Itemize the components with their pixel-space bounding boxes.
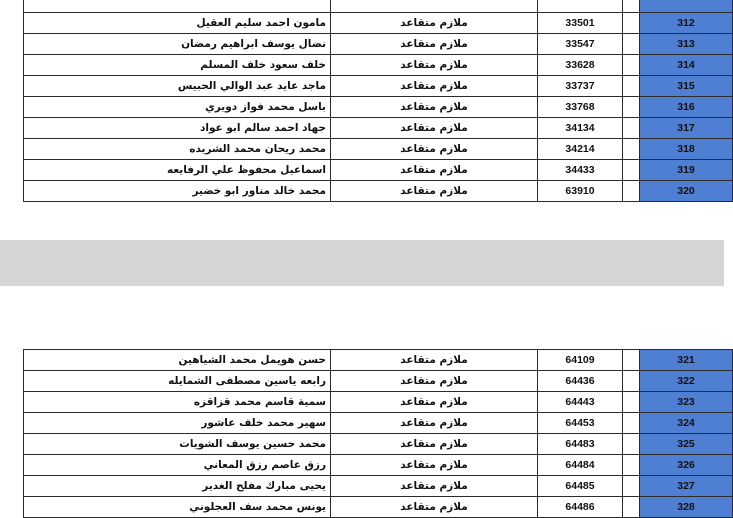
table-row: [24, 118, 733, 139]
column-spacer: [623, 434, 640, 455]
sequence-number-cell: 318: [640, 139, 733, 160]
sequence-number-cell: 321: [640, 350, 733, 371]
table-row: [24, 350, 733, 371]
table-row: [24, 160, 733, 181]
id-number-cell: 33501: [538, 13, 623, 34]
rank-cell: ملازم متقاعد: [331, 139, 538, 160]
roster-table: [23, 349, 733, 518]
column-spacer: [623, 350, 640, 371]
rank-cell: ملازم متقاعد: [331, 455, 538, 476]
table-row: [24, 476, 733, 497]
name-cell: محمد خالد مناور ابو خضير: [24, 181, 331, 202]
column-spacer: [623, 455, 640, 476]
column-spacer: [623, 97, 640, 118]
id-number-cell: 33547: [538, 34, 623, 55]
column-spacer: [623, 55, 640, 76]
name-cell: باسل محمد فواز دويري: [24, 97, 331, 118]
rank-cell: ملازم متقاعد: [331, 350, 538, 371]
document-page-bottom: [0, 286, 724, 513]
document-page-top: [0, 0, 724, 240]
id-number-cell: 64486: [538, 497, 623, 518]
sequence-number-cell: 317: [640, 118, 733, 139]
rank-cell: ملازم متقاعد: [331, 13, 538, 34]
table-row: [24, 434, 733, 455]
rank-cell: ملازم متقاعد: [331, 160, 538, 181]
sequence-number-cell: 323: [640, 392, 733, 413]
table-row: [24, 181, 733, 202]
sequence-number-cell: 327: [640, 476, 733, 497]
column-spacer: [623, 34, 640, 55]
column-spacer: [623, 497, 640, 518]
name-cell: خلف سعود خلف المسلم: [24, 55, 331, 76]
table-row: [24, 55, 733, 76]
name-cell: [24, 0, 331, 13]
table-row: [24, 97, 733, 118]
page-separator: [0, 240, 724, 286]
column-spacer: [623, 181, 640, 202]
name-cell: رابعه ياسين مصطفى الشمايله: [24, 371, 331, 392]
sequence-number-cell: 316: [640, 97, 733, 118]
column-spacer: [623, 118, 640, 139]
sequence-number-cell: 326: [640, 455, 733, 476]
table-row: [24, 455, 733, 476]
sequence-number-cell: 315: [640, 76, 733, 97]
name-cell: سهير محمد خلف عاشور: [24, 413, 331, 434]
sequence-number-cell: 328: [640, 497, 733, 518]
id-number-cell: 33737: [538, 76, 623, 97]
table-row: [24, 371, 733, 392]
name-cell: نضال يوسف ابراهيم رمضان: [24, 34, 331, 55]
name-cell: رزق عاصم رزق المعاني: [24, 455, 331, 476]
id-number-cell: 63910: [538, 181, 623, 202]
id-number-cell: 64485: [538, 476, 623, 497]
rank-cell: ملازم متقاعد: [331, 434, 538, 455]
id-number-cell: 64109: [538, 350, 623, 371]
table-row: [24, 0, 733, 13]
table-row: [24, 13, 733, 34]
rank-cell: ملازم متقاعد: [331, 371, 538, 392]
sequence-number-cell: 319: [640, 160, 733, 181]
name-cell: ماجد عايد عبد الوالي الحبيس: [24, 76, 331, 97]
name-cell: يحيى مبارك مفلح الغدير: [24, 476, 331, 497]
name-cell: جهاد احمد سالم ابو عواد: [24, 118, 331, 139]
table-row: [24, 497, 733, 518]
table-row: [24, 76, 733, 97]
name-cell: اسماعيل محفوظ علي الرفايعه: [24, 160, 331, 181]
id-number-cell: 64483: [538, 434, 623, 455]
table-row: [24, 413, 733, 434]
id-number-cell: [538, 0, 623, 13]
rank-cell: ملازم متقاعد: [331, 34, 538, 55]
column-spacer: [623, 139, 640, 160]
sequence-number-cell: 324: [640, 413, 733, 434]
column-spacer: [623, 13, 640, 34]
name-cell: مامون احمد سليم العقيل: [24, 13, 331, 34]
id-number-cell: 33768: [538, 97, 623, 118]
id-number-cell: 34134: [538, 118, 623, 139]
id-number-cell: 34214: [538, 139, 623, 160]
rank-cell: ملازم متقاعد: [331, 476, 538, 497]
rank-cell: ملازم متقاعد: [331, 413, 538, 434]
id-number-cell: 34433: [538, 160, 623, 181]
rank-cell: ملازم متقاعد: [331, 181, 538, 202]
id-number-cell: 64436: [538, 371, 623, 392]
column-spacer: [623, 0, 640, 13]
column-spacer: [623, 160, 640, 181]
column-spacer: [623, 76, 640, 97]
id-number-cell: 64443: [538, 392, 623, 413]
column-spacer: [623, 392, 640, 413]
name-cell: حسن هويمل محمد الشياهين: [24, 350, 331, 371]
name-cell: سمية قاسم محمد قزاقزه: [24, 392, 331, 413]
sequence-number-cell: 314: [640, 55, 733, 76]
name-cell: محمد حسين يوسف الشويات: [24, 434, 331, 455]
table-row: [24, 34, 733, 55]
column-spacer: [623, 413, 640, 434]
rank-cell: ملازم متقاعد: [331, 76, 538, 97]
rank-cell: ملازم متقاعد: [331, 55, 538, 76]
sequence-number-cell: 313: [640, 34, 733, 55]
sequence-number-cell: 325: [640, 434, 733, 455]
rank-cell: [331, 0, 538, 13]
table-row: [24, 139, 733, 160]
column-spacer: [623, 476, 640, 497]
id-number-cell: 33628: [538, 55, 623, 76]
name-cell: يونس محمد سف العجلوني: [24, 497, 331, 518]
sequence-number-cell: [640, 0, 733, 13]
id-number-cell: 64484: [538, 455, 623, 476]
id-number-cell: 64453: [538, 413, 623, 434]
rank-cell: ملازم متقاعد: [331, 497, 538, 518]
sequence-number-cell: 320: [640, 181, 733, 202]
sequence-number-cell: 322: [640, 371, 733, 392]
roster-table: [23, 0, 733, 202]
table-row: [24, 392, 733, 413]
column-spacer: [623, 371, 640, 392]
sequence-number-cell: 312: [640, 13, 733, 34]
rank-cell: ملازم متقاعد: [331, 118, 538, 139]
rank-cell: ملازم متقاعد: [331, 97, 538, 118]
name-cell: محمد ريحان محمد الشريده: [24, 139, 331, 160]
rank-cell: ملازم متقاعد: [331, 392, 538, 413]
